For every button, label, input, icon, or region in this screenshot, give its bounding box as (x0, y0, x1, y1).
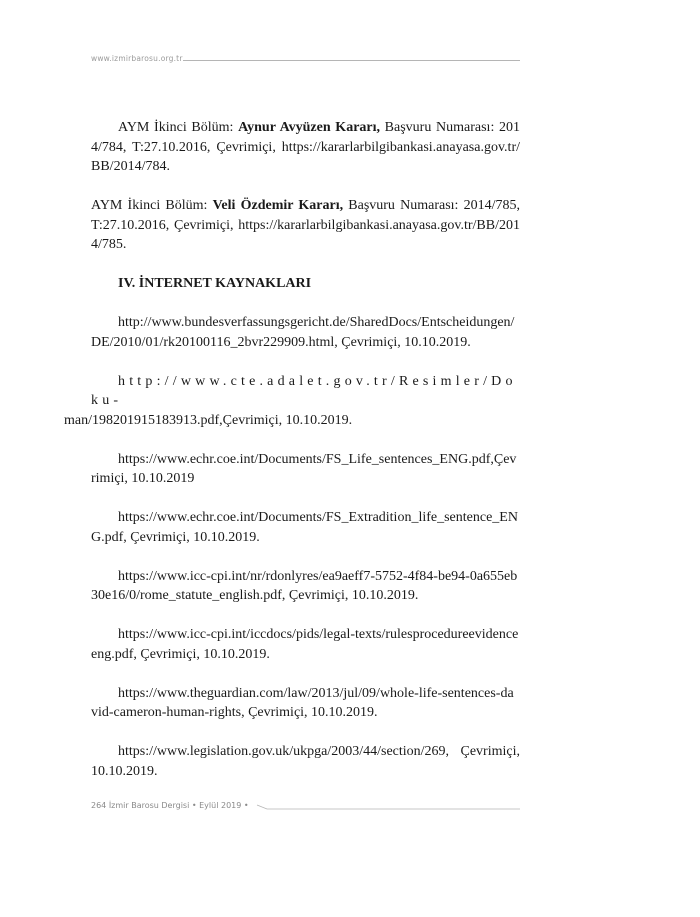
reference-paragraph (91, 196, 520, 255)
reference-details: Başvuru Numarası: 2014/785, T:27.10.2016, Çevrimiçi, https://kararlarbilgibankasi.anayasa.gov.tr/BB/2014/785. (91, 198, 520, 252)
reference-paragraph (91, 118, 520, 177)
link-reference: https://www.icc-cpi.int/nr/rdonlyres/ea9aeff7-5752-4f84-be94-0a655eb30e16/0/rome_statute_english.pdf, Çevrimiçi, 10.10.2019. (91, 568, 518, 603)
link-reference: http://www.bundesverfassungsgericht.de/SharedDocs/Entscheidungen/DE/2010/01/rk20100116_2bvr229909.html, Çevrimiçi, 10.10.2019. (91, 315, 515, 350)
link-reference: https://www.icc-cpi.int/iccdocs/pids/legal-texts/rulesprocedureevidenceeng.pdf, Çevrimiçi, 10.10.2019. (91, 627, 519, 662)
footer-text: 264 İzmir Barosu Dergisi • Eylül 2019 • (91, 801, 249, 810)
reference-prefix: AYM İkinci Bölüm: (118, 120, 239, 135)
spaced-link-line2: man/198201915183913.pdf,Çevrimiçi, 10.10.2019. (64, 412, 353, 428)
page-footer (91, 801, 520, 815)
reference-case-name: Aynur Avyüzen Kararı, (238, 120, 381, 135)
link-reference: https://www.theguardian.com/law/2013/jul/09/whole-life-sentences-david-cameron-human-rights, Çevrimiçi, 10.10.2019. (91, 685, 514, 720)
link-reference-spaced (64, 372, 520, 431)
link-reference: https://www.legislation.gov.uk/ukpga/2003/44/section/269, Çevrimiçi, 10.10.2019. (91, 744, 520, 779)
page-content (64, 118, 520, 801)
link-reference: https://www.echr.coe.int/Documents/FS_Extradition_life_sentence_ENG.pdf, Çevrimiçi, 10.10.2019. (91, 510, 518, 545)
reference-case-name: Veli Özdemir Kararı, (212, 198, 344, 213)
reference-prefix: AYM İkinci Bölüm: (91, 198, 213, 213)
header-rule (183, 60, 520, 61)
section-heading: IV. İNTERNET KAYNAKLARI (118, 276, 312, 291)
header-site-url: www.izmirbarosu.org.tr (91, 54, 183, 63)
page-header (91, 54, 520, 66)
reference-details: Başvuru Numarası: 2014/784, T:27.10.2016, Çevrimiçi, https://kararlarbilgibankasi.anayasa.gov.tr/BB/2014/784. (91, 120, 520, 174)
spaced-link-line1: http://www.cte.adalet.gov.tr/Resimler/Doku- (91, 373, 517, 408)
link-reference: https://www.echr.coe.int/Documents/FS_Life_sentences_ENG.pdf,Çevrimiçi, 10.10.2019 (91, 451, 517, 486)
